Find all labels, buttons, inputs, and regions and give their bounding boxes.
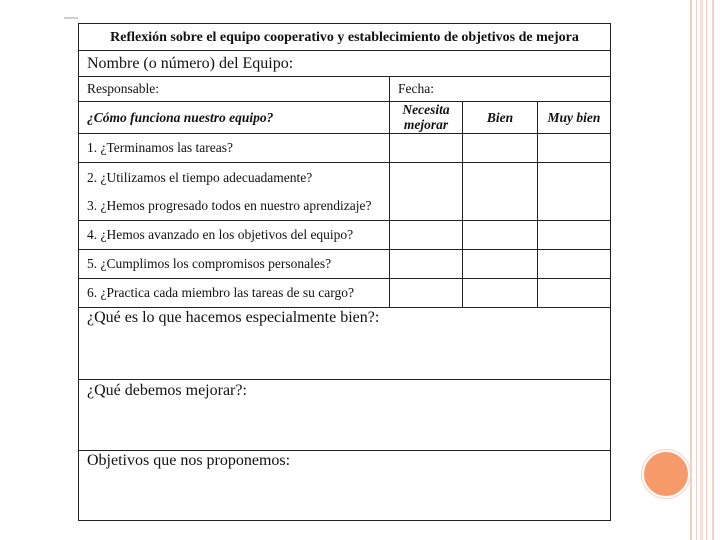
rating-cell-needs-improvement[interactable] — [389, 134, 462, 162]
decor-stripe — [700, 0, 703, 540]
decor-stripe — [712, 0, 714, 540]
question-row — [79, 279, 610, 308]
decor-stripe — [696, 0, 697, 540]
question-header-row — [79, 102, 610, 134]
question-text: 2. ¿Utilizamos el tiempo adecuadamente? — [87, 170, 313, 185]
rating-cell-very-good[interactable] — [537, 250, 610, 278]
decor-mark — [64, 17, 78, 19]
question-header-cell — [79, 102, 389, 133]
question-text: 4. ¿Hemos avanzado en los objetivos del equipo? — [87, 227, 354, 242]
question-row — [79, 163, 610, 221]
form-title-row — [79, 24, 610, 51]
rating-header-very-good — [537, 102, 610, 133]
open-question-label: Objetivos que nos proponemos: — [87, 452, 291, 469]
open-question-strengths[interactable] — [79, 308, 610, 380]
rating-cell-very-good[interactable] — [537, 221, 610, 249]
rating-cell-good[interactable] — [462, 163, 537, 220]
question-row — [79, 221, 610, 250]
question-cell — [79, 221, 389, 249]
question-text: 6. ¿Practica cada miembro las tareas de su cargo? — [87, 285, 355, 300]
question-text: 3. ¿Hemos progresado todos en nuestro aprendizaje? — [87, 198, 372, 213]
decor-circle — [642, 450, 690, 498]
team-name-row[interactable] — [79, 51, 610, 77]
decor-stripe — [690, 0, 692, 540]
rating-cell-good[interactable] — [462, 279, 537, 307]
open-question-improvements[interactable] — [79, 380, 610, 451]
question-header: ¿Cómo funciona nuestro equipo? — [87, 110, 274, 125]
open-question-objectives[interactable] — [79, 451, 610, 520]
rating-cell-very-good[interactable] — [537, 279, 610, 307]
rating-header-good — [462, 102, 537, 133]
team-name-label: Nombre (o número) del Equipo: — [87, 55, 294, 72]
question-text: 1. ¿Terminamos las tareas? — [87, 140, 233, 155]
rating-cell-good[interactable] — [462, 134, 537, 162]
rating-header-label: Muy bien — [547, 110, 601, 125]
open-question-label: ¿Qué es lo que hacemos especialmente bien?: — [87, 309, 380, 326]
reflection-form — [78, 23, 611, 521]
responsible-date-row — [79, 77, 610, 102]
responsible-label: Responsable: — [87, 81, 159, 96]
rating-cell-needs-improvement[interactable] — [389, 163, 462, 220]
question-row — [79, 250, 610, 279]
rating-header-needs-improvement — [389, 102, 462, 133]
rating-header-label: Bien — [486, 110, 514, 125]
question-cell — [79, 163, 389, 220]
rating-cell-needs-improvement[interactable] — [389, 279, 462, 307]
question-cell — [79, 250, 389, 278]
rating-cell-very-good[interactable] — [537, 163, 610, 220]
question-text: 5. ¿Cumplimos los compromisos personales? — [87, 256, 332, 271]
rating-cell-very-good[interactable] — [537, 134, 610, 162]
responsible-field[interactable] — [79, 77, 389, 101]
question-cell — [79, 134, 389, 162]
rating-cell-good[interactable] — [462, 221, 537, 249]
decor-stripe — [706, 0, 707, 540]
open-question-label: ¿Qué debemos mejorar?: — [87, 382, 247, 399]
question-row — [79, 134, 610, 163]
rating-cell-needs-improvement[interactable] — [389, 250, 462, 278]
date-field[interactable] — [389, 77, 610, 101]
rating-cell-good[interactable] — [462, 250, 537, 278]
rating-header-label: Necesita mejorar — [402, 102, 450, 132]
form-title: Reflexión sobre el equipo cooperativo y establecimiento de objetivos de mejora — [110, 30, 579, 45]
date-label: Fecha: — [398, 81, 434, 96]
question-cell — [79, 279, 389, 307]
rating-cell-needs-improvement[interactable] — [389, 221, 462, 249]
